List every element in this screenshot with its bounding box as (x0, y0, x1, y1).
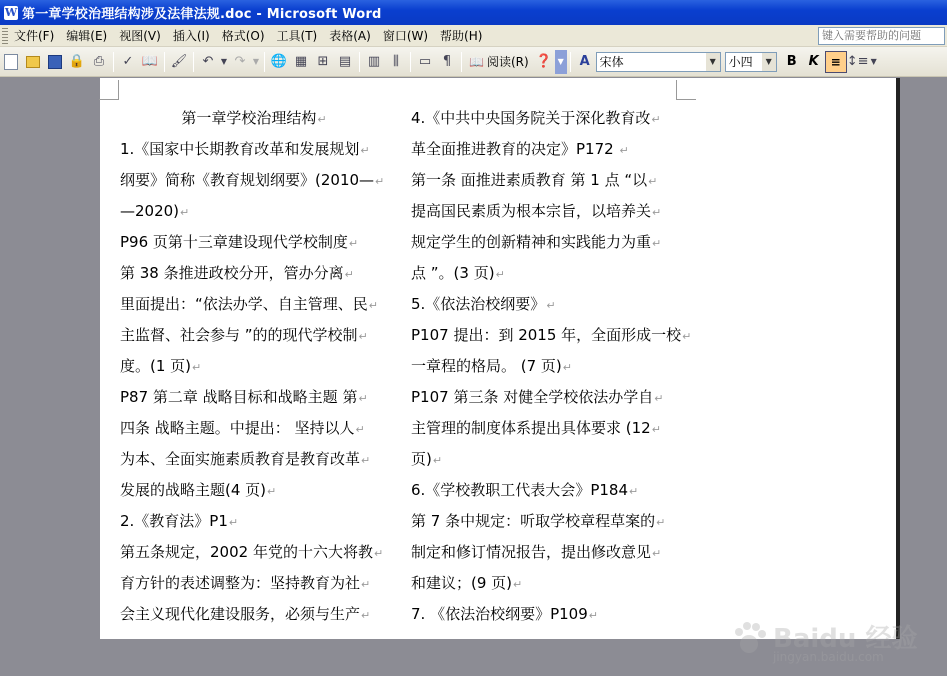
margin-corner-mark (676, 80, 696, 100)
document-text-line[interactable] (411, 351, 679, 382)
document-text-line[interactable] (411, 289, 679, 320)
toolbar-separator (410, 52, 411, 72)
open-button[interactable] (22, 51, 44, 73)
document-text-line[interactable] (411, 599, 679, 630)
save-button[interactable] (44, 51, 66, 73)
paragraph-mark-icon: ↵ (651, 423, 661, 436)
paragraph-mark-icon: ↵ (228, 516, 239, 529)
paragraph-mark-icon: ↵ (651, 113, 661, 126)
document-text: 度。(1 页) (120, 357, 192, 375)
paragraph-mark-icon: ↵ (588, 609, 598, 622)
insert-excel-button[interactable] (334, 51, 356, 73)
document-text-line[interactable] (411, 537, 679, 568)
spelling-button[interactable] (117, 51, 139, 73)
toolbar-separator (113, 52, 114, 72)
document-text-line[interactable] (120, 382, 388, 413)
document-text-line[interactable] (411, 258, 679, 289)
font-size-select[interactable] (725, 52, 777, 72)
hyperlink-button[interactable] (268, 51, 290, 73)
document-text-line[interactable] (120, 599, 388, 630)
paragraph-mark-icon: ↵ (375, 175, 385, 188)
help-assistant-icon: ❓ (535, 54, 552, 69)
tables-borders-button[interactable] (290, 51, 312, 73)
document-text: 5.《依法治校纲要》 (411, 295, 546, 313)
document-text-line[interactable] (411, 506, 679, 537)
document-text-line[interactable] (411, 320, 692, 351)
document-text: P107 第三条 对健全学校依法办学自 (411, 388, 654, 406)
chevron-down-icon: ▼ (870, 57, 877, 66)
document-text: 育方针的表述调整为：坚持教育为社 (120, 574, 361, 592)
new-document-button[interactable] (0, 51, 22, 73)
document-text: 主监督、社会参与 ”的的现代学校制 (120, 326, 358, 344)
toolbar-options-button[interactable] (555, 50, 567, 74)
bold-button[interactable]: B (786, 54, 797, 69)
undo-icon: ↶ (202, 54, 214, 69)
paragraph-mark-icon: ↵ (682, 330, 692, 343)
insert-table-button[interactable] (312, 51, 334, 73)
chevron-down-icon: ▼ (220, 57, 228, 66)
toolbar-separator (570, 52, 571, 72)
watermark-brand: Baidu 经验 (773, 624, 918, 654)
page-shadow (896, 78, 900, 639)
document-text: 四条 战略主题。中提出： 坚持以人 (120, 419, 355, 437)
paw-logo-icon (729, 618, 769, 658)
paragraph-mark-icon: ↵ (348, 237, 359, 250)
columns-icon: ▥ (367, 54, 381, 69)
document-area[interactable] (0, 78, 947, 664)
paragraph-mark-icon: ↵ (360, 144, 370, 157)
document-text-line[interactable] (120, 413, 388, 444)
table-grid-icon: ⊞ (317, 54, 329, 69)
columns-button[interactable] (363, 51, 385, 73)
document-text-line[interactable] (120, 103, 388, 134)
paragraph-mark-icon: ↵ (368, 299, 378, 312)
paragraph-mark-icon: ↵ (652, 206, 662, 219)
right-text-column[interactable] (411, 103, 692, 630)
document-text: P107 提出：到 2015 年，全面形成一校 (411, 326, 682, 344)
document-text: 第五条规定，2002 年党的十六大将教 (120, 543, 373, 561)
hyperlink-globe-icon: 🌐 (270, 54, 288, 69)
chevron-down-icon: ▼ (557, 57, 564, 66)
format-painter-button[interactable] (168, 51, 190, 73)
document-text-line[interactable] (120, 134, 388, 165)
excel-sheet-icon: ▤ (338, 54, 352, 69)
document-text: 为本、全面实施素质教育是教育改革 (120, 450, 361, 468)
document-text: 提高国民素质为根本宗旨，以培养关 (411, 202, 652, 220)
document-text-line[interactable] (120, 444, 388, 475)
left-text-column[interactable] (120, 103, 388, 630)
document-text-line[interactable] (120, 165, 388, 196)
document-text-line[interactable] (411, 134, 679, 165)
permission-icon: 🔒 (68, 54, 86, 69)
paragraph-mark-icon: ↵ (648, 175, 658, 188)
document-text: 革全面推进教育的决定》P172 (411, 140, 619, 158)
menu-insert[interactable]: 插入(I) (172, 28, 210, 43)
document-text: 里面提出：“依法办学、自主管理、民 (120, 295, 368, 313)
menu-view[interactable]: 视图(V) (119, 28, 161, 43)
document-text-line[interactable] (120, 196, 388, 227)
paragraph-mark-icon: ↵ (432, 454, 443, 467)
document-text: 6.《学校教职工代表大会》P184 (411, 481, 628, 499)
paragraph-mark-icon: ↵ (513, 578, 523, 591)
styles-button[interactable] (574, 51, 596, 73)
word-app-icon: W (4, 5, 18, 19)
baidu-jingyan-watermark (729, 612, 918, 676)
align-justify-icon: ≡ (830, 54, 841, 69)
document-text: P87 第二章 战略目标和战略主题 第 (120, 388, 358, 406)
document-text: 一章程的格局。 (7 页) (411, 357, 562, 375)
line-spacing-icon: ↕≡ (846, 54, 869, 69)
document-text-line[interactable] (120, 506, 388, 537)
document-text-line[interactable] (120, 568, 388, 599)
document-text: 第 7 条中规定：听取学校章程草案的 (411, 512, 656, 530)
document-text-line[interactable] (411, 227, 679, 258)
document-text: 页) (411, 450, 432, 468)
research-book-icon: 📖 (141, 54, 159, 69)
standard-toolbar (0, 47, 947, 77)
document-text-line[interactable] (120, 351, 388, 382)
research-button[interactable] (139, 51, 161, 73)
toolbar-separator (359, 52, 360, 72)
paragraph-mark-icon: ↵ (180, 206, 190, 219)
document-text: 点 ”。(3 页) (411, 264, 495, 282)
printer-icon: ⎙ (93, 54, 105, 69)
paragraph-mark-icon: ↵ (317, 113, 327, 126)
document-text-line[interactable] (120, 258, 388, 289)
document-text: 2.《教育法》P1 (120, 512, 228, 530)
document-text: 纲要》简称《教育规划纲要》(2010— (120, 171, 375, 189)
document-text-line[interactable] (411, 444, 679, 475)
document-text: 制定和修订情况报告，提出修改意见 (411, 543, 652, 561)
watermark-url: jingyan.baidu.com (773, 650, 884, 664)
document-text: 1.《国家中长期教育改革和发展规划 (120, 140, 360, 158)
read-mode-label: 阅读(R) (486, 55, 529, 69)
paragraph-mark-icon: ↵ (546, 299, 556, 312)
document-text-line[interactable] (120, 320, 388, 351)
chevron-down-icon: ▼ (252, 57, 260, 66)
document-text-line[interactable] (411, 196, 679, 227)
paragraph-mark-icon: ↵ (355, 423, 365, 436)
document-text: —2020) (120, 202, 180, 220)
font-size-value: 小四 (728, 55, 753, 69)
line-spacing-button[interactable] (847, 51, 869, 73)
paragraph-mark-icon: ↵ (361, 609, 371, 622)
redo-dropdown-button[interactable] (251, 51, 261, 73)
menu-help[interactable]: 帮助(H) (440, 28, 483, 43)
document-text-line[interactable] (120, 475, 388, 506)
document-text: 会主义现代化建设服务，必须与生产 (120, 605, 361, 623)
floppy-disk-icon (48, 55, 62, 69)
document-text-line[interactable] (411, 382, 679, 413)
drawing-button[interactable] (385, 51, 407, 73)
paragraph-mark-icon: ↵ (654, 392, 664, 405)
margin-corner-mark (99, 80, 119, 100)
document-text: 7. 《依法治校纲要》P109 (411, 605, 588, 623)
document-text-line[interactable] (120, 289, 388, 320)
document-text-line[interactable] (120, 227, 388, 258)
paragraph-mark-icon: ↵ (344, 268, 354, 281)
document-text: 规定学生的创新精神和实践能力为重 (411, 233, 652, 251)
drawing-icon: ⫼ (393, 54, 399, 69)
toolbar-separator (264, 52, 265, 72)
toolbar-separator (193, 52, 194, 72)
print-button[interactable] (88, 51, 110, 73)
document-text: 发展的战略主题(4 页) (120, 481, 267, 499)
italic-button[interactable]: K (808, 54, 819, 69)
paragraph-mark-icon: ↵ (652, 237, 662, 250)
title-bar (0, 0, 947, 25)
paragraph-mark-icon: ↵ (361, 578, 371, 591)
document-text: 和建议；(9 页) (411, 574, 513, 592)
paragraph-mark-icon: ↵ (192, 361, 202, 374)
undo-button[interactable] (197, 51, 219, 73)
paragraph-mark-icon: ↵ (358, 392, 368, 405)
document-text: P96 页第十三章建设现代学校制度 (120, 233, 348, 251)
new-document-icon (4, 54, 18, 70)
font-name-value: 宋体 (599, 55, 624, 69)
document-map-icon: ▭ (418, 54, 432, 69)
styles-aa-icon: A (579, 54, 590, 69)
menu-file[interactable]: 文件(F) (14, 28, 55, 43)
document-text-line[interactable] (411, 568, 679, 599)
document-text: 第一章学校治理结构 (181, 109, 317, 127)
undo-dropdown-button[interactable] (219, 51, 229, 73)
document-text: 第一条 面推进素质教育 第 1 点 “以 (411, 171, 648, 189)
menu-table[interactable]: 表格(A) (329, 28, 371, 43)
paragraph-mark-icon: ↵ (652, 547, 662, 560)
document-text-line[interactable] (411, 165, 679, 196)
chevron-down-icon[interactable]: ▼ (706, 53, 720, 71)
help-search-input[interactable]: 键入需要帮助的问题 (818, 27, 945, 45)
paragraph-mark-icon: ↵ (361, 454, 371, 467)
tables-borders-icon: ▦ (294, 54, 308, 69)
paragraph-mark-icon: ↵ (373, 547, 384, 560)
redo-icon: ↷ (234, 54, 246, 69)
menu-format[interactable]: 格式(O) (221, 28, 265, 43)
permission-button[interactable] (66, 51, 88, 73)
document-map-button[interactable] (414, 51, 436, 73)
open-book-icon: 📖 (469, 54, 484, 69)
menu-window[interactable]: 窗口(W) (382, 28, 429, 43)
document-text-line[interactable] (411, 475, 679, 506)
document-text: 主管理的制度体系提出具体要求 (12 (411, 419, 651, 437)
paragraph-mark-icon: ↵ (562, 361, 573, 374)
paragraph-mark-icon: ↵ (495, 268, 505, 281)
font-name-select[interactable] (596, 52, 721, 72)
folder-open-icon (26, 56, 40, 68)
paragraph-mark-icon: ↵ (629, 485, 639, 498)
toolbar-separator (461, 52, 462, 72)
document-text-line[interactable] (411, 413, 679, 444)
read-mode-button[interactable] (465, 53, 533, 70)
document-text-line[interactable] (411, 103, 679, 134)
justify-button[interactable] (825, 51, 847, 73)
window-title: 第一章学校治理结构涉及法律法规.doc - Microsoft Word (22, 7, 382, 22)
menu-edit[interactable]: 编辑(E) (66, 28, 108, 43)
spelling-check-icon: ✓ (122, 54, 134, 69)
show-hide-button[interactable] (436, 51, 458, 73)
menu-bar (0, 25, 947, 47)
paragraph-mark-icon: ↵ (267, 485, 277, 498)
paragraph-mark-icon: ↵ (619, 144, 629, 157)
menu-tools[interactable]: 工具(T) (276, 28, 318, 43)
toolbar-separator (164, 52, 165, 72)
chevron-down-icon[interactable]: ▼ (762, 53, 776, 71)
document-text: 第 38 条推进政校分开，管办分离 (120, 264, 344, 282)
paint-brush-icon: 🖌 (170, 54, 188, 69)
document-text: 4.《中共中央国务院关于深化教育改 (411, 109, 651, 127)
paragraph-mark-icon: ¶ (442, 54, 452, 69)
help-assistant-button[interactable] (533, 51, 555, 73)
document-text-line[interactable] (120, 537, 388, 568)
paragraph-mark-icon: ↵ (656, 516, 666, 529)
redo-button[interactable] (229, 51, 251, 73)
line-spacing-dropdown[interactable] (869, 51, 879, 73)
paragraph-mark-icon: ↵ (358, 330, 368, 343)
